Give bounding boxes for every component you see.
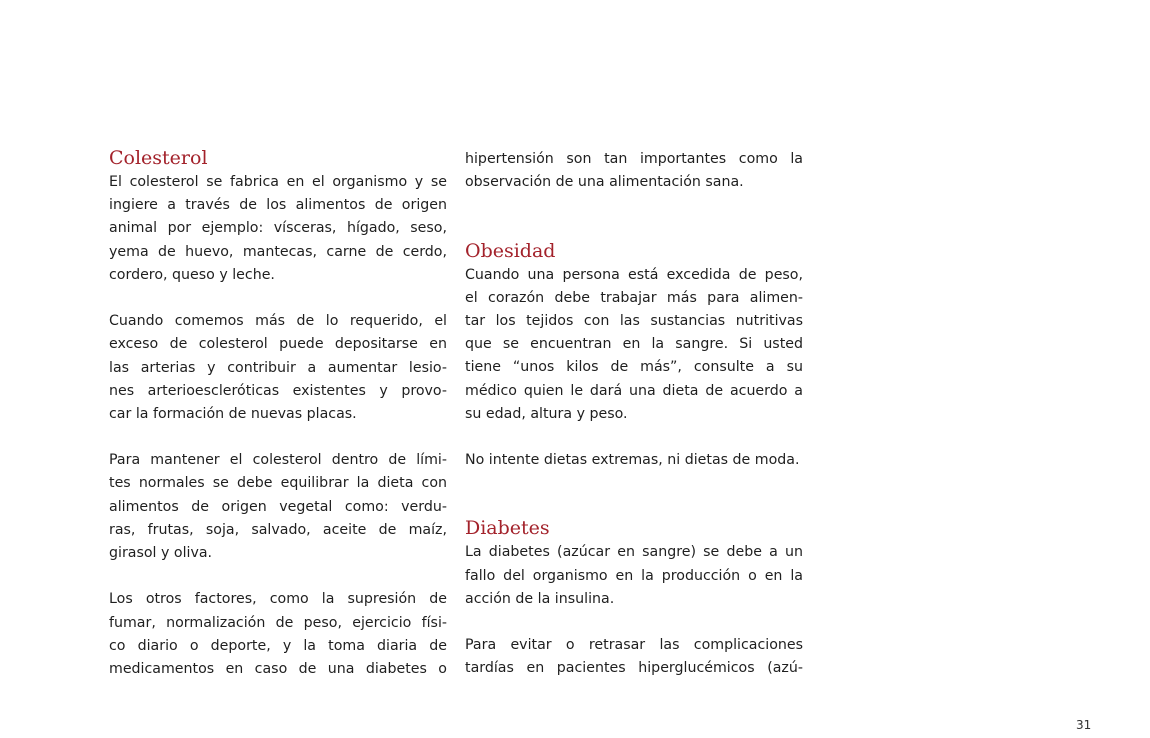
left-column — [109, 145, 447, 681]
text-line: Cuando comemos más de lo requerido, el — [109, 313, 447, 330]
text-line: el corazón debe trabajar más para alimen- — [465, 289, 803, 306]
text-line: medicamentos en caso de una diabetes o — [109, 660, 447, 677]
text-line: fumar, normalización de peso, ejercicio físi- — [109, 614, 447, 631]
paragraph-colesterol-3 — [109, 449, 447, 565]
paragraph-colesterol-4 — [109, 588, 447, 681]
paragraph-continuation — [465, 148, 803, 194]
section-heading-colesterol: Colesterol — [109, 147, 208, 169]
text-line: fallo del organismo en la producción o en la — [465, 567, 803, 584]
text-line: La diabetes (azúcar en sangre) se debe a un — [465, 544, 803, 561]
text-line: tardías en pacientes hiperglucémicos (azú- — [465, 660, 803, 677]
paragraph-obesidad-1 — [465, 264, 803, 426]
text-line: ingiere a través de los alimentos de origen — [109, 197, 447, 214]
paragraph-diabetes-2 — [465, 634, 803, 680]
section-heading-diabetes: Diabetes — [465, 517, 550, 540]
text-line: car la formación de nuevas placas. — [109, 405, 357, 422]
text-line: exceso de colesterol puede depositarse en — [109, 336, 447, 353]
text-line: Para evitar o retrasar las complicaciones — [465, 637, 803, 654]
right-column — [465, 148, 803, 681]
text-line: ras, frutas, soja, salvado, aceite de maíz, — [109, 521, 447, 538]
text-line: tar los tejidos con las sustancias nutritivas — [465, 312, 803, 329]
section-heading-obesidad: Obesidad — [465, 239, 556, 262]
text-line: alimentos de origen vegetal como: verdu- — [109, 498, 447, 515]
text-line: animal por ejemplo: vísceras, hígado, seso, — [109, 220, 447, 237]
text-line: Para mantener el colesterol dentro de lími- — [109, 452, 447, 469]
text-line: médico quien le dará una dieta de acuerdo a — [465, 382, 803, 399]
paragraph-obesidad-2 — [465, 449, 803, 472]
text-line: Cuando una persona está excedida de peso, — [465, 266, 803, 283]
text-line: que se encuentran en la sangre. Si usted — [465, 336, 803, 353]
text-line: yema de huevo, mantecas, carne de cerdo, — [109, 243, 447, 260]
text-line: cordero, queso y leche. — [109, 266, 275, 283]
paragraph-colesterol-1 — [109, 171, 447, 287]
text-line: su edad, altura y peso. — [465, 405, 628, 422]
text-line: No intente dietas extremas, ni dietas de moda. — [465, 452, 800, 469]
text-line: hipertensión son tan importantes como la — [465, 151, 803, 167]
text-line: tes normales se debe equilibrar la dieta con — [109, 475, 447, 492]
text-line: observación de una alimentación sana. — [465, 174, 744, 191]
text-line: co diario o deporte, y la toma diaria de — [109, 637, 447, 654]
text-line: tiene “unos kilos de más”, consulte a su — [465, 359, 803, 376]
page-number: 31 — [1076, 718, 1092, 732]
text-line: girasol y oliva. — [109, 545, 213, 561]
text-line: nes arterioescleróticas existentes y provo- — [109, 382, 447, 399]
paragraph-colesterol-2 — [109, 310, 447, 426]
text-line: El colesterol se fabrica en el organismo y se — [109, 174, 447, 190]
text-line: las arterias y contribuir a aumentar lesio- — [109, 359, 447, 376]
text-line: acción de la insulina. — [465, 590, 615, 607]
paragraph-diabetes-1 — [465, 541, 803, 611]
text-line: Los otros factores, como la supresión de — [109, 591, 447, 608]
